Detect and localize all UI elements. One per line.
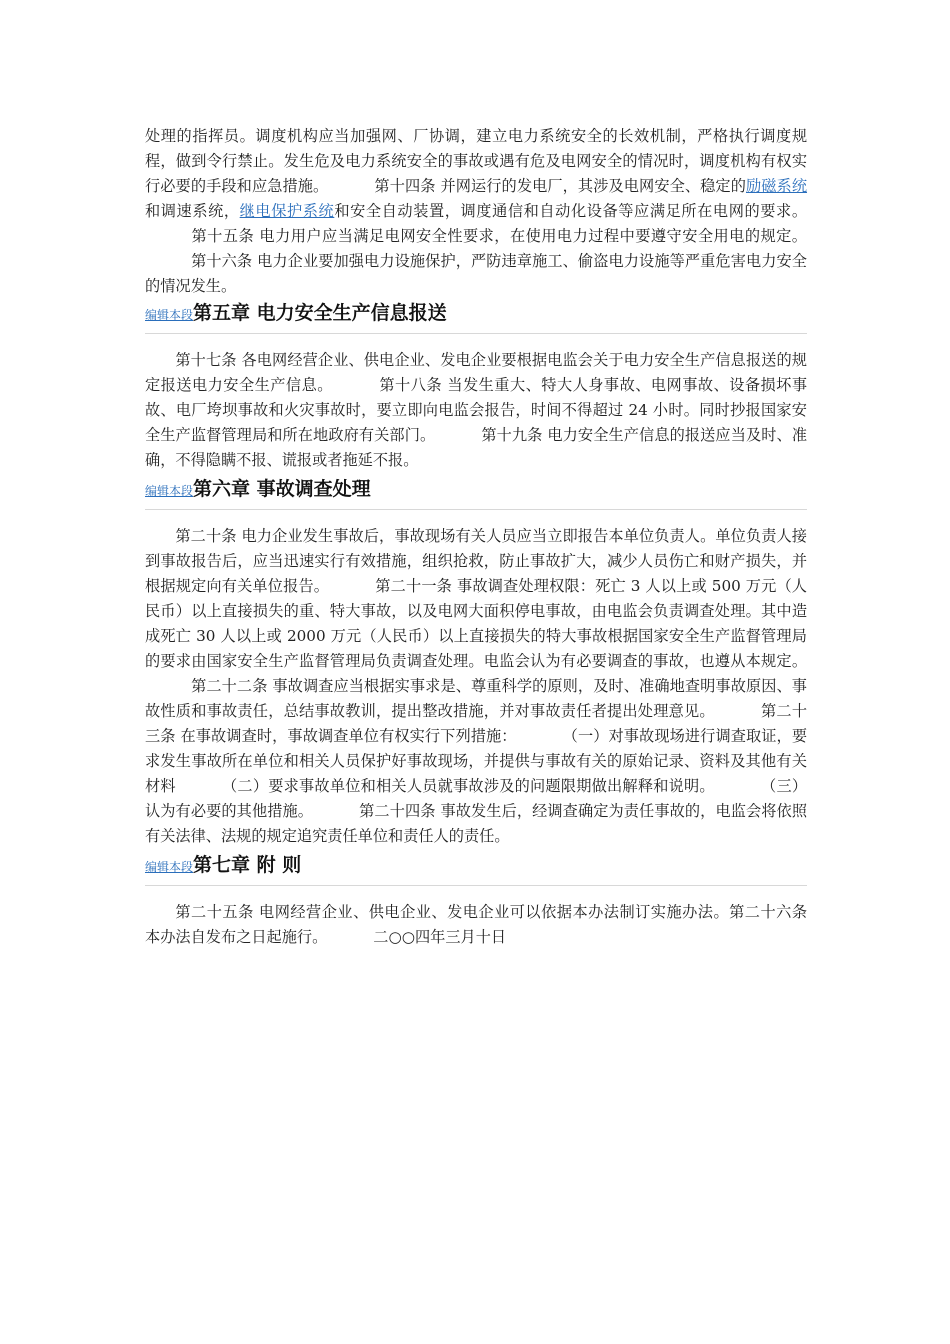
- chapter-7-paragraph: [145, 900, 807, 950]
- article-26-text: 第二十六条 本办法自发布之日起施行。: [145, 903, 808, 946]
- article-23-text: 第二十三条 在事故调查时，事故调查单位有权实行下列措施：: [145, 702, 808, 745]
- chapter-7-title: 第七章 附 则: [193, 854, 302, 876]
- document-body: [145, 124, 807, 950]
- article-23-item-1: （一）对事故现场进行调查取证，要求发生事故所在单位和相关人员保护好事故现场，并提供与事故有关的原始记录、资料及其他有关材料: [145, 727, 808, 795]
- article-25-text: 第二十五条 电网经营企业、供电企业、发电企业可以依据本办法制订实施办法。: [175, 903, 730, 921]
- article-16-text: 第十六条 电力企业要加强电力设施保护，严防违章施工、偷盗电力设施等严重危害电力安全的情况发生。: [145, 252, 807, 295]
- edit-section-link[interactable]: 编辑本段: [145, 860, 194, 874]
- article-14-text: 第十四条 并网运行的发电厂，其涉及电网安全、稳定的: [374, 177, 746, 195]
- divider: [145, 333, 807, 334]
- intro-text: 处理的指挥员。调度机构应当加强网、厂协调，建立电力系统安全的长效机制，严格执行调度规程，做到令行禁止。发生危及电力系统安全的事故或遇有危及电网安全的情况时，调度机构有权实行必要的手段和应急措施。: [145, 127, 807, 195]
- article-14-text-end: 和安全自动装置，调度通信和自动化设备等应满足所在电网的要求。: [334, 202, 808, 220]
- article-19-text: 第十九条 电力安全生产信息的报送应当及时、准确，不得隐瞒不报、谎报或者拖延不报。: [145, 426, 808, 469]
- article-18-text: 第十八条 当发生重大、特大人身事故、电网事故、设备损坏事故、电厂垮坝事故和火灾事故时，要立即向电监会报告，时间不得超过 24 小时。同时抄报国家安全生产监督管理局和所在地政府有关部门。: [145, 376, 808, 444]
- edit-section-link[interactable]: 编辑本段: [145, 484, 194, 498]
- intro-paragraph: [145, 124, 807, 299]
- chapter-5-title: 第五章 电力安全生产信息报送: [193, 302, 447, 324]
- article-24-text: 第二十四条 事故发生后，经调查确定为责任事故的，电监会将依照有关法律、法规的规定追究责任单位和责任人的责任。: [145, 802, 808, 845]
- chapter-6-heading: [145, 475, 807, 503]
- article-15-text: 第十五条 电力用户应当满足电网安全性要求，在使用电力过程中要遵守安全用电的规定。: [191, 227, 807, 245]
- article-17-text: 第十七条 各电网经营企业、供电企业、发电企业要根据电监会关于电力安全生产信息报送的规定报送电力安全生产信息。: [145, 351, 807, 394]
- chapter-6-title: 第六章 事故调查处理: [193, 478, 371, 500]
- document-date: 二○○四年三月十日: [373, 928, 507, 946]
- relay-protection-link[interactable]: 继电保护系统: [239, 202, 335, 220]
- article-22-text: 第二十二条 事故调查应当根据实事求是、尊重科学的原则，及时、准确地查明事故原因、事故性质和事故责任，总结事故教训，提出整改措施，并对事故责任者提出处理意见。: [145, 677, 807, 720]
- article-20-text: 第二十条 电力企业发生事故后，事故现场有关人员应当立即报告本单位负责人。单位负责人接到事故报告后，应当迅速实行有效措施，组织抢救，防止事故扩大，减少人员伤亡和财产损失，并根据规定向有关单位报告。: [145, 527, 807, 595]
- chapter-6-paragraph: [145, 524, 807, 849]
- chapter-7-heading: [145, 851, 807, 879]
- divider: [145, 509, 807, 510]
- article-23-item-3: （三）认为有必要的其他措施。: [145, 777, 808, 820]
- edit-section-link[interactable]: 编辑本段: [145, 308, 194, 322]
- article-21-text: 第二十一条 事故调查处理权限：死亡 3 人以上或 500 万元（人民币）以上直接损失的重、特大事故，以及电网大面积停电事故，由电监会负责调查处理。其中造成死亡 30 人以上或 2000 万元（人民币）以上直接损失的特大事故根据国家安全生产监督管理局的要求由国家安全生产监督管理局负责调查处理。电监会认为有必要调查的事故，也遵从本规定。: [145, 577, 807, 670]
- article-23-item-2: （二）要求事故单位和相关人员就事故涉及的问题限期做出解释和说明。: [221, 777, 715, 795]
- article-14-text-cont: 和调速系统，: [145, 202, 240, 220]
- chapter-5-heading: [145, 299, 807, 327]
- excitation-system-link[interactable]: 励磁系统: [745, 177, 808, 195]
- chapter-5-paragraph: [145, 348, 807, 473]
- divider: [145, 885, 807, 886]
